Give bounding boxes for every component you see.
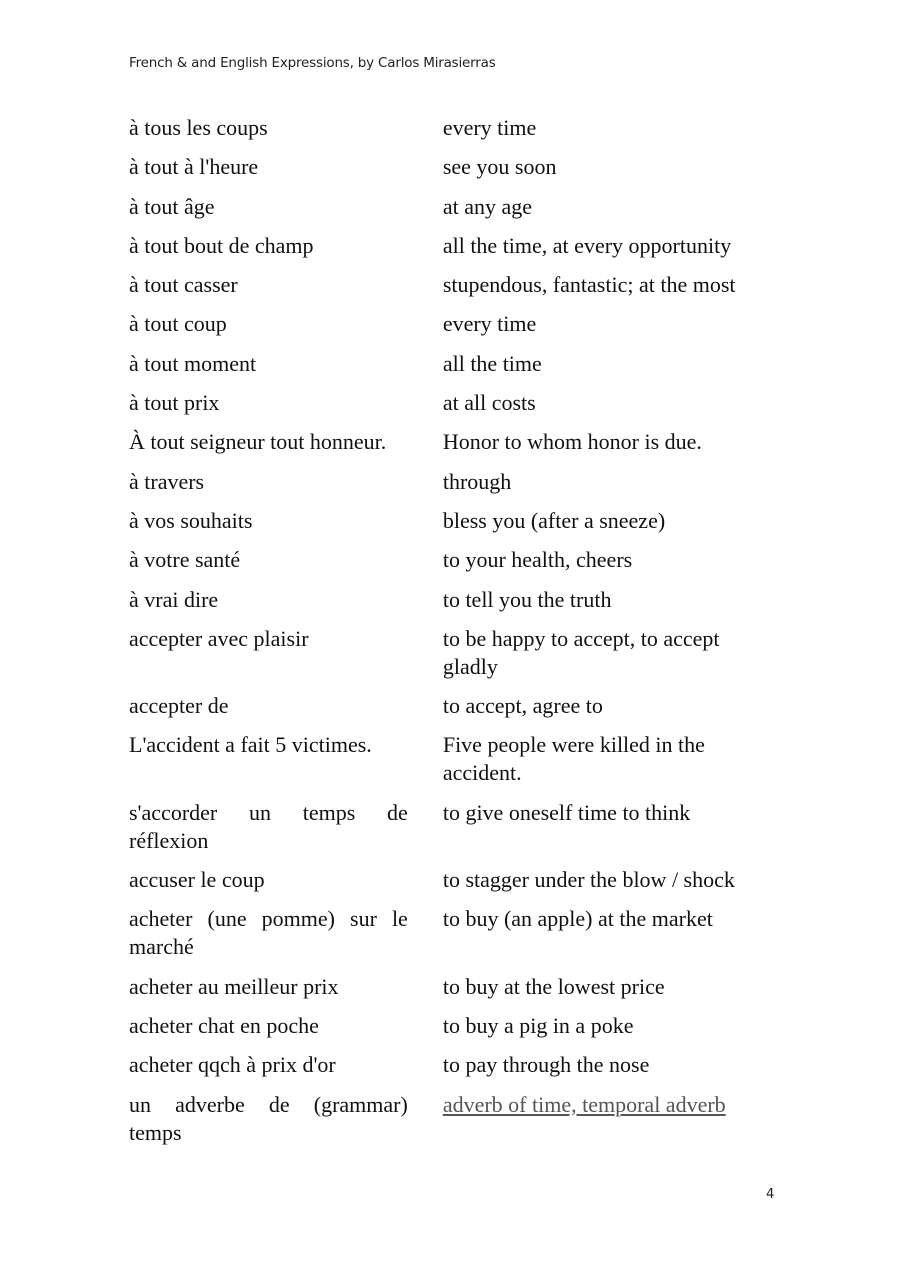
expression-row [129, 153, 779, 192]
english-translation: to buy a pig in a poke [442, 1012, 634, 1038]
french-expression: accepter de [129, 693, 229, 719]
english-translation: to accept, agree to [442, 693, 603, 719]
english-translation: Five people were killed in the accident. [442, 732, 705, 786]
expression-row [129, 114, 779, 153]
english-translation: to your health, cheers [442, 547, 633, 573]
french-expression: à tout moment [129, 350, 257, 376]
english-translation: to buy (an apple) at the market [442, 906, 713, 932]
english-translation: through [442, 468, 512, 494]
english-translation: bless you (after a sneeze) [442, 507, 666, 533]
expression-row [129, 692, 779, 731]
expression-row [129, 389, 779, 428]
french-expression: à tout à l'heure [129, 154, 259, 180]
french-expression: acheter (une pomme) sur le marché [129, 906, 408, 960]
expression-row [129, 468, 779, 507]
english-translation: every time [442, 311, 537, 337]
expression-row [129, 1051, 779, 1090]
english-translation: to buy at the lowest price [442, 973, 665, 999]
english-translation: Honor to whom honor is due. [442, 429, 702, 455]
french-expression: à vos souhaits [129, 507, 253, 533]
french-expression: à tout prix [129, 390, 220, 416]
expression-row [129, 866, 779, 905]
english-translation: see you soon [442, 154, 557, 180]
french-expression: à tout casser [129, 272, 238, 298]
expression-row [129, 905, 779, 972]
french-expression: à travers [129, 468, 205, 494]
expression-row [129, 973, 779, 1012]
expression-row [129, 310, 779, 349]
english-translation: to pay through the nose [442, 1052, 650, 1078]
french-expression: à votre santé [129, 547, 241, 573]
english-translation: all the time, at every opportunity [442, 232, 732, 258]
expression-row [129, 625, 779, 692]
expression-list [129, 114, 779, 1158]
expression-row [129, 799, 779, 866]
expression-row [129, 271, 779, 310]
expression-row [129, 232, 779, 271]
expression-row [129, 350, 779, 389]
french-expression: acheter au meilleur prix [129, 973, 339, 999]
french-expression: accuser le coup [129, 867, 265, 893]
french-expression: à vrai dire [129, 586, 219, 612]
french-expression: acheter qqch à prix d'or [129, 1052, 336, 1078]
expression-row [129, 546, 779, 585]
french-expression: à tout coup [129, 311, 227, 337]
english-translation: at all costs [442, 390, 536, 416]
french-expression: un adverbe de (grammar) temps [129, 1091, 408, 1145]
expression-row [129, 731, 779, 798]
english-translation: to tell you the truth [442, 586, 612, 612]
french-expression: à tous les coups [129, 115, 268, 140]
expression-row [129, 428, 779, 467]
expression-row [129, 507, 779, 546]
running-header: French & and English Expressions, by Carlos Mirasierras [129, 55, 496, 71]
french-expression: L'accident a fait 5 victimes. [129, 732, 372, 758]
expression-row [129, 1091, 779, 1158]
english-translation: to give oneself time to think [442, 799, 691, 825]
french-expression: à tout bout de champ [129, 232, 314, 258]
english-translation: to stagger under the blow / shock [442, 867, 735, 893]
expression-row [129, 193, 779, 232]
french-expression: acheter chat en poche [129, 1012, 319, 1038]
english-translation: every time [442, 115, 537, 140]
english-translation: stupendous, fantastic; at the most [442, 272, 736, 298]
french-expression: à tout âge [129, 193, 215, 219]
english-translation: all the time [442, 350, 542, 376]
french-expression: s'accorder un temps de réflexion [129, 799, 408, 853]
expression-row [129, 1012, 779, 1051]
english-translation: to be happy to accept, to accept gladly [442, 625, 720, 679]
french-expression: À tout seigneur tout honneur. [129, 429, 387, 455]
english-translation-link[interactable]: adverb of time, temporal adverb [442, 1091, 726, 1117]
page-number: 4 [766, 1187, 775, 1202]
french-expression: accepter avec plaisir [129, 625, 309, 651]
expression-row [129, 586, 779, 625]
english-translation: at any age [442, 193, 532, 219]
